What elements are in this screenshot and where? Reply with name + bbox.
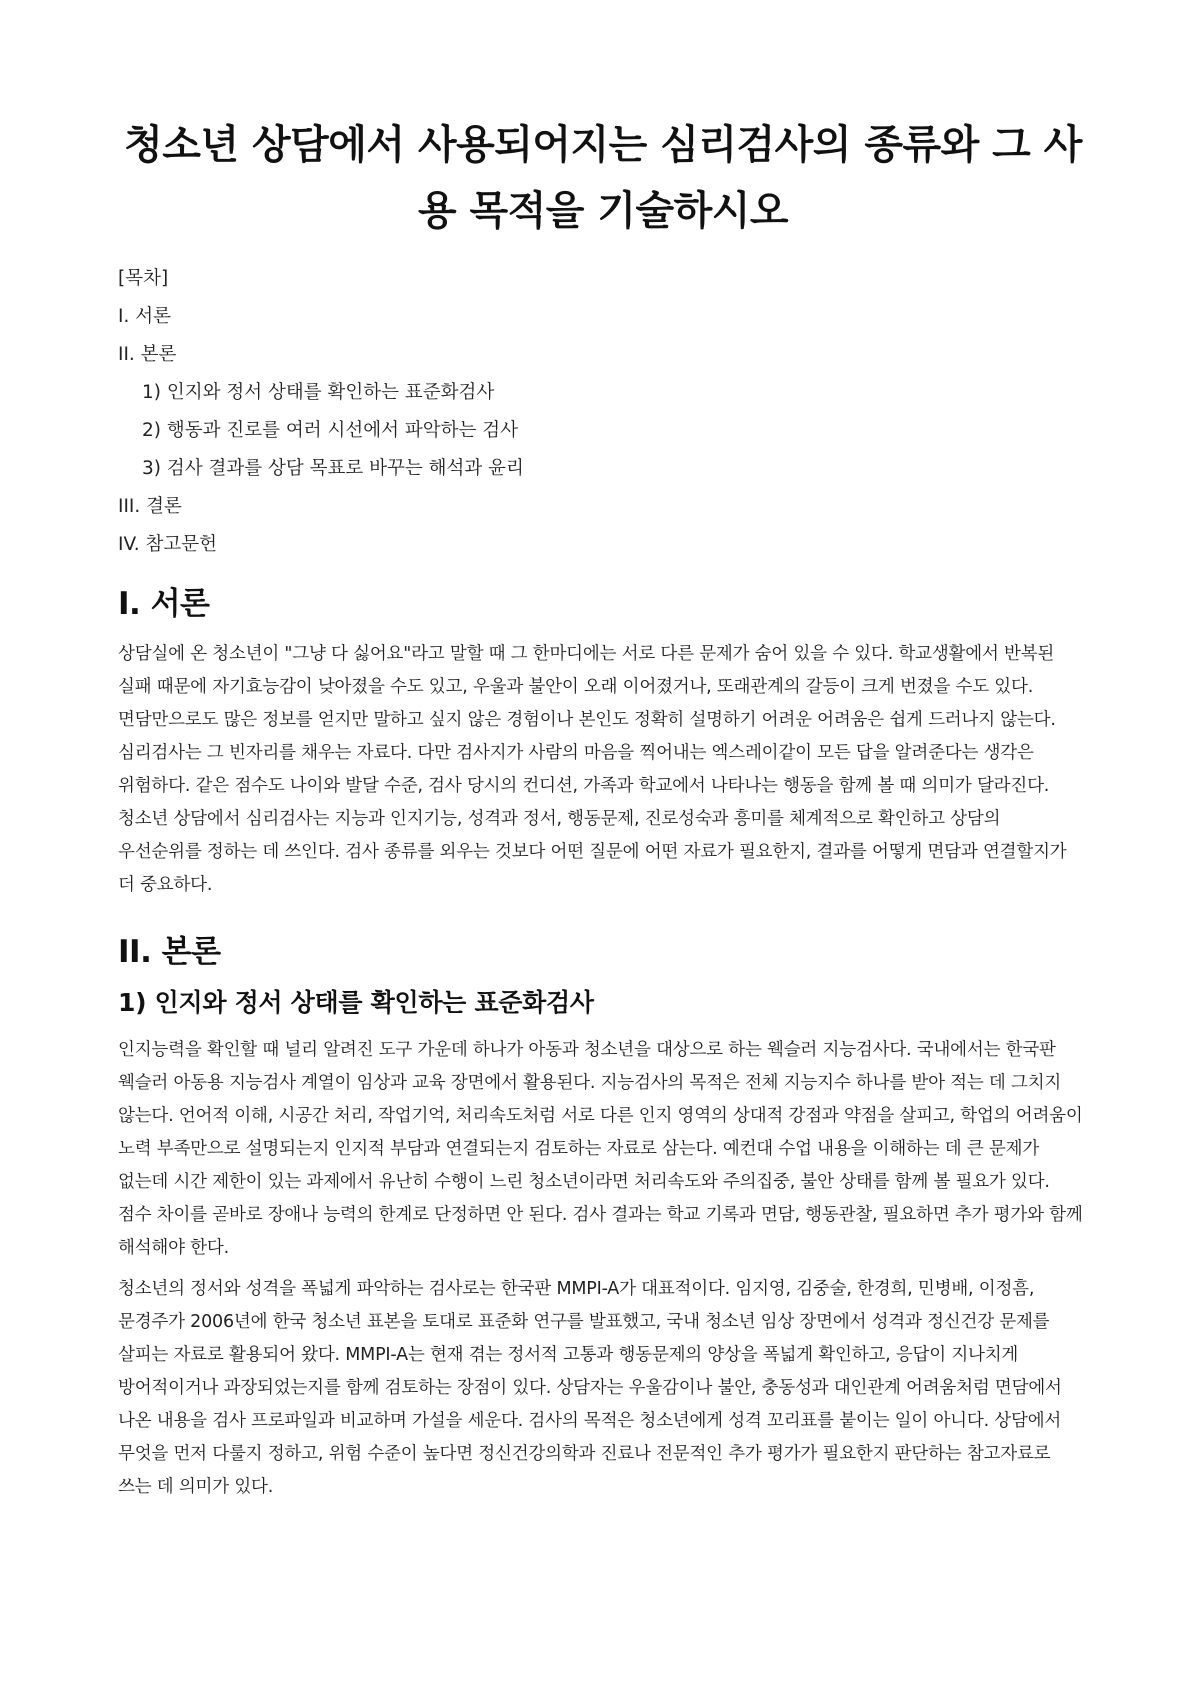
subsection-heading-1: 1) 인지와 정서 상태를 확인하는 표준화검사 (118, 988, 594, 1017)
toc-item-conclusion: III. 결론 (118, 496, 182, 517)
toc-item-body-3: 3) 검사 결과를 상담 목표로 바꾸는 해석과 윤리 (142, 458, 524, 479)
toc-item-body-1: 1) 인지와 정서 상태를 확인하는 표준화검사 (142, 382, 495, 403)
toc-item-intro: I. 서론 (118, 306, 171, 327)
toc-item-body: II. 본론 (118, 344, 177, 365)
document-title: 청소년 상담에서 사용되어지는 심리검사의 종류와 그 사용 목적을 기술하시오 (124, 122, 1082, 234)
intro-paragraph: 상담실에 온 청소년이 "그냥 다 싫어요"라고 말할 때 그 한마디에는 서로 다른 문제가 숨어 있을 수 있다. 학교생활에서 반복된 실패 때문에 자기효능감이 낮아졌을 수도 있고, 우울과 불안이 오래 이어졌거나, 또래관계의 갈등이 크게 번졌을 수도 있다. 면담만으로도 많은 정보를 얻지만 말하고 싶지 않은 경험이나 본인도 정확히 설명하기 어려운 어려움은 쉽게 드러나지 않는다. 심리검사는 그 빈자리를 채우는 자료다. 다만 검사지가 사람의 마음을 찍어내는 엑스레이같이 모든 답을 알려준다는 생각은 위험하다. 같은 점수도 나이와 발달 수준, 검사 당시의 컨디션, 가족과 학교에서 나타나는 행동을 함께 볼 때 의미가 달라진다. 청소년 상담에서 심리검사는 지능과 인지기능, 성격과 정서, 행동문제, 진로성숙과 흥미를 체계적으로 확인하고 상담의 우선순위를 정하는 데 쓰인다. 검사 종류를 외우는 것보다 어떤 질문에 어떤 자료가 필요한지, 결과를 어떻게 면담과 연결할지가 더 중요하다. (118, 644, 1067, 895)
intro-heading: I. 서론 (118, 586, 210, 622)
toc-heading: [목차] (118, 268, 169, 289)
toc-item-references: IV. 참고문헌 (118, 534, 217, 555)
subsection-1-paragraph-2: 청소년의 정서와 성격을 폭넓게 파악하는 검사로는 한국판 MMPI-A가 대표적이다. 임지영, 김중술, 한경희, 민병배, 이정흠, 문경주가 2006년에 한국 청소년 표본을 토대로 표준화 연구를 발표했고, 국내 청소년 임상 장면에서 성격과 정신건강 문제를 살피는 자료로 활용되어 왔다. MMPI-A는 현재 겪는 정서적 고통과 행동문제의 양상을 폭넓게 확인하고, 응답이 지나치게 방어적이거나 과장되었는지를 함께 검토하는 장점이 있다. 상담자는 우울감이나 불안, 충동성과 대인관계 어려움처럼 면담에서 나온 내용을 검사 프로파일과 비교하며 가설을 세운다. 검사의 목적은 청소년에게 성격 꼬리표를 붙이는 일이 아니다. 상담에서 무엇을 먼저 다룰지 정하고, 위험 수준이 높다면 정신건강의학과 진료나 전문적인 추가 평가가 필요한지 판단하는 참고자료로 쓰는 데 의미가 있다. (118, 1279, 1062, 1497)
body-heading: II. 본론 (118, 934, 221, 970)
subsection-1-paragraph-1: 인지능력을 확인할 때 널리 알려진 도구 가운데 하나가 아동과 청소년을 대상으로 하는 웩슬러 지능검사다. 국내에서는 한국판 웩슬러 아동용 지능검사 계열이 임상과 교육 장면에서 활용된다. 지능검사의 목적은 전체 지능지수 하나를 받아 적는 데 그치지 않는다. 언어적 이해, 시공간 처리, 작업기억, 처리속도처럼 서로 다른 인지 영역의 상대적 강점과 약점을 살피고, 학업의 어려움이 노력 부족만으로 설명되는지 인지적 부담과 연결되는지 검토하는 자료로 삼는다. 예컨대 수업 내용을 이해하는 데 큰 문제가 없는데 시간 제한이 있는 과제에서 유난히 수행이 느린 청소년이라면 처리속도와 주의집중, 불안 상태를 함께 볼 필요가 있다. 점수 차이를 곧바로 장애나 능력의 한계로 단정하면 안 된다. 검사 결과는 학교 기록과 면담, 행동관찰, 필요하면 추가 평가와 함께 해석해야 한다. (118, 1040, 1083, 1258)
table-of-contents (118, 266, 1088, 558)
toc-item-body-2: 2) 행동과 진로를 여러 시선에서 파악하는 검사 (142, 420, 518, 441)
